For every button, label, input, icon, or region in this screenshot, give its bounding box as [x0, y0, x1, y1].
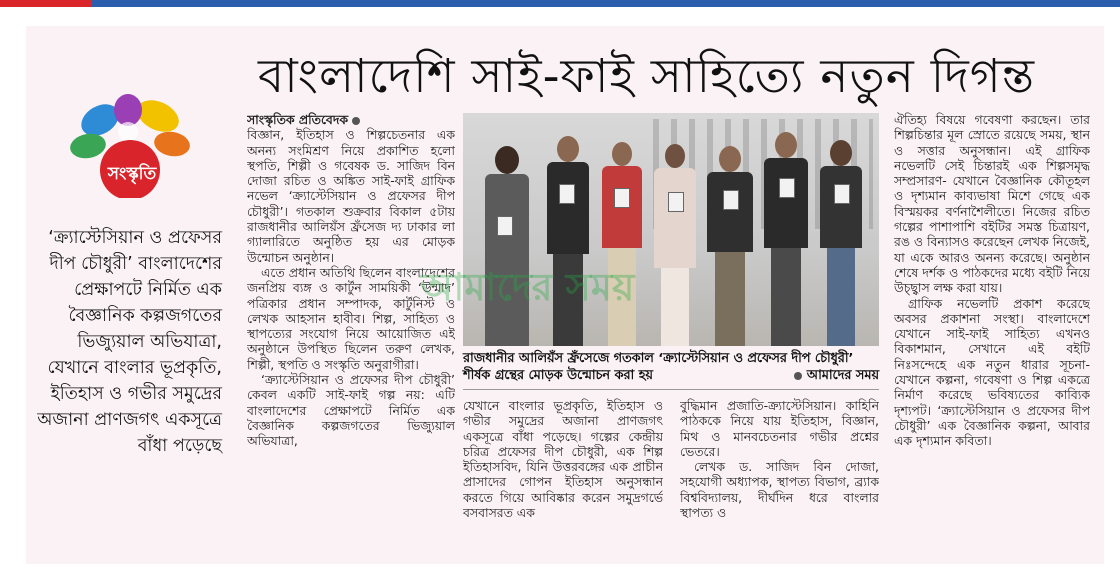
person	[759, 132, 813, 346]
caption-text: রাজধানীর আলিয়ঁস ফ্রঁসেজে গতকাল ‘ক্র্যাস্টেসিয়ান ও প্রফেসর দীপ চৌধুরী’ শীর্ষক গ্রন্থের মোড়ক উন্মোচন করা হয়	[463, 351, 854, 383]
person	[649, 144, 701, 346]
paragraph: বুদ্ধিমান প্রজাতি-ক্র্যাস্টেসিয়ান। কাহিনি পাঠককে নিয়ে যায় ইতিহাস, বিজ্ঞান, মিথ ও মানবচেতনার গভীর প্রশ্নের ভেতরে।	[680, 398, 879, 459]
paragraph: ‘ক্র্যাস্টেসিয়ান ও প্রফেসর দীপ চৌধুরী’ কেবল একটি সাই-ফাই গল্প নয়: এটি বাংলাদেশের প্রেক্ষাপটে নির্মিত এক বৈজ্ঞানিক কল্পজগতের ভিজ্যুয়াল অভিযাত্রা,	[247, 372, 455, 449]
top-accent-bar	[0, 0, 92, 7]
paragraph: লেখক ড. সাজিদ বিন দোজা, সহযোগী অধ্যাপক, স্থাপত্য বিভাগ, ব্র্যাক বিশ্ববিদ্যালয়, দীর্ঘদিন ধরে বাংলার স্থাপত্য ও	[680, 459, 879, 521]
column-4	[894, 112, 1090, 556]
paragraph: এতে প্রধান অতিথি ছিলেন বাংলাদেশের জনপ্রিয় ব্যঙ্গ ও কার্টুন সাময়িকী ‘উন্মাদ’ পত্রিকার প্রধান সম্পাদক, কার্টুনিস্ট ও লেখক আহসান হাবীব। শিল্প, সাহিত্য ও স্থাপত্যের সংযোগ নিয়ে আয়োজিত এই অনুষ্ঠানে উপস্থিত ছিলেন তরুণ লেখক, শিল্পী, স্থপতি ও সংস্কৃতি অনুরাগীরা।	[247, 264, 455, 372]
photo-credit: আমাদের সময়	[790, 367, 879, 384]
paragraph: যেখানে বাংলার ভূপ্রকৃতি, ইতিহাস ও গভীর সমুদ্রের অজানা প্রাণজগৎ একসূত্রে বাঁধা পড়েছে। গল্পের কেন্দ্রীয় চরিত্র প্রফেসর দীপ চৌধুরী, এক শিল্প ইতিহাসবিদ, যিনি উত্তরবঙ্গের এক প্রাচীন প্রাসাদের গোপন ইতিহাস অনুসন্ধান করতে গিয়ে আবিষ্কার করেন সমুদ্রগর্ভে বসবাসরত এক	[463, 398, 663, 521]
watermark: আমাদের সময়	[420, 265, 635, 309]
paragraph: গ্রাফিক নভেলটি প্রকাশ করেছে অবসর প্রকাশনা সংস্থা। বাংলাদেশে যেখানে সাই-ফাই সাহিত্য এখনও বিকাশমান, সেখানে এই বইটি নিঃসন্দেহে এক নতুন ধারার সূচনা- যেখানে কল্পনা, গবেষণা ও শিল্প একত্রে নির্মাণ করেছে ভবিষ্যতের কাব্যিক দৃশ্যপট। ‘ক্র্যাস্টেসিয়ান ও প্রফেসর দীপ চৌধুরী’ এক বৈজ্ঞানিক কল্পনা, আবার এক দৃশ্যমান কবিতা।	[894, 295, 1090, 449]
column-2	[463, 398, 663, 556]
credit-dot-icon	[794, 372, 802, 380]
section-label: সংস্কৃতি	[107, 164, 157, 184]
person	[703, 146, 757, 346]
column-1	[247, 112, 455, 556]
lede-quote: ‘ক্র্যাস্টেসিয়ান ও প্রফেসর দীপ চৌধুরী’ বাংলাদেশের প্রেক্ষাপটে নির্মিত এক বৈজ্ঞানিক কল্পজগতের ভিজ্যুয়াল অভিযাত্রা, যেখানে বাংলার ভূপ্রকৃতি, ইতিহাস ও গভীর সমুদ্রের অজানা প্রাণজগৎ একসূত্রে বাঁধা পড়েছে	[37, 228, 222, 456]
person	[815, 140, 867, 346]
paragraph: বিজ্ঞান, ইতিহাস ও শিল্পচেতনার এক অনন্য সংমিশ্রণ নিয়ে প্রকাশিত হলো স্থপতি, শিল্পী ও গবেষক ড. সাজিদ বিন দোজা রচিত ও অঙ্কিত সাই-ফাই গ্রাফিক নভেল ‘ক্র্যাস্টেসিয়ান ও প্রফেসর দীপ চৌধুরী’। গতকাল শুক্রবার বিকাল ৫টায় রাজধানীর আলিয়ঁস ফ্রঁসেজ দ্য ঢাকার লা গ্যালারিতে অনুষ্ঠিত হয় এর মোড়ক উন্মোচন অনুষ্ঠান।	[247, 127, 455, 265]
photo-caption	[463, 350, 879, 384]
paragraph: ঐতিহ্য বিষয়ে গবেষণা করছেন। তার শিল্পচিন্তার মূল স্রোতে রয়েছে সময়, স্থান ও সত্তার অনুসন্ধান। এই গ্রাফিক নভেলটি সেই চিন্তারই এক শিল্পসমৃদ্ধ সম্প্রসারণ- যেখানে বৈজ্ঞানিক কৌতূহল ও দৃশ্যমান কাব্যভাষা মিশে গেছে এক বিস্ময়কর বর্ণনাশৈলীতে। নিজের রচিত গল্পের পাশাপাশি বইটির সমস্ত চিত্রায়ণ, রঙ ও বিন্যাসও করেছেন লেখক নিজেই, যা একে আরও অনন্য করেছে। অনুষ্ঠান শেষে দর্শক ও পাঠকদের মধ্যে বইটি নিয়ে উচ্ছ্বাস লক্ষ করা যায়।	[894, 112, 1090, 296]
top-color-bar	[0, 0, 1120, 7]
column-3	[680, 398, 879, 556]
headline: বাংলাদেশি সাই-ফাই সাহিত্যে নতুন দিগন্ত	[258, 49, 1036, 104]
caption-divider	[463, 389, 879, 390]
byline-dot-icon	[352, 117, 360, 125]
byline: সাংস্কৃতিক প্রতিবেদক	[247, 112, 455, 127]
